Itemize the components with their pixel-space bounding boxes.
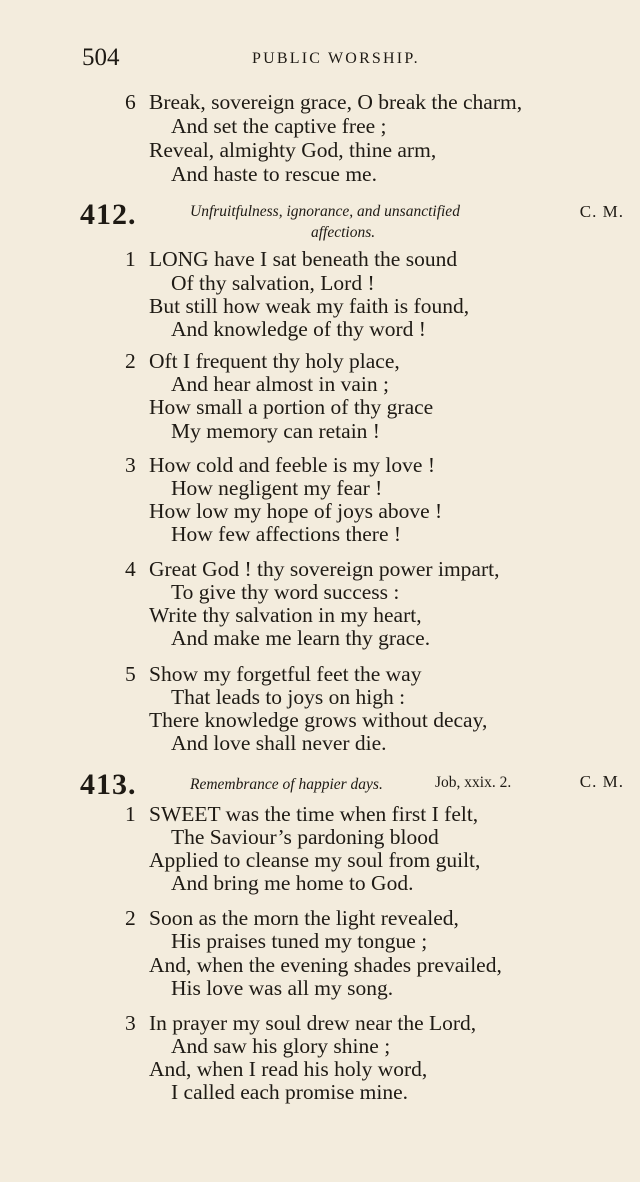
- hymn-meter: C. M.: [579, 772, 624, 791]
- stanza-number: 3: [125, 453, 136, 477]
- verse-line: And love shall never die.: [171, 731, 387, 755]
- stanza-number: 4: [125, 557, 136, 581]
- stanza-number: 3: [125, 1011, 136, 1035]
- stanza-number: 1: [125, 247, 136, 271]
- verse-line: His praises tuned my tongue ;: [171, 929, 428, 953]
- stanza-number: 6: [125, 90, 136, 114]
- verse-line: And, when the evening shades prevailed,: [149, 953, 502, 977]
- hymn-meter: C. M.: [579, 202, 624, 221]
- header-title: PUBLIC WORSHIP.: [252, 50, 420, 67]
- verse-line: 3 In prayer my soul drew near the Lord,: [125, 1011, 477, 1035]
- verse-line: And make me learn thy grace.: [171, 626, 431, 650]
- verse-line: How negligent my fear !: [171, 476, 383, 500]
- verse-line: And haste to rescue me.: [171, 162, 377, 186]
- verse-line: But still how weak my faith is found,: [149, 294, 470, 318]
- running-head: [82, 44, 600, 74]
- hymn-number: 413.: [80, 768, 137, 801]
- verse-line: Reveal, almighty God, thine arm,: [149, 138, 437, 162]
- verse-line: How low my hope of joys above !: [149, 499, 443, 523]
- verse-line: Of thy salvation, Lord !: [171, 271, 375, 295]
- verse-line: 6 Break, sovereign grace, O break the charm,: [125, 90, 523, 114]
- hymn-number: 412.: [80, 198, 137, 231]
- verse-line: That leads to joys on high :: [171, 685, 406, 709]
- verse-line: His love was all my song.: [171, 976, 394, 1000]
- verse-line: And knowledge of thy word !: [171, 317, 426, 341]
- verse-line: And set the captive free ;: [171, 114, 387, 138]
- stanza-number: 1: [125, 802, 136, 826]
- verse-line: 2 Oft I frequent thy holy place,: [125, 349, 400, 373]
- hymn-title: Unfruitfulness, ignorance, and unsanctified: [190, 203, 460, 220]
- verse-line: 5 Show my forgetful feet the way: [125, 662, 422, 686]
- verse-line: And bring me home to God.: [171, 871, 414, 895]
- stanza-number: 2: [125, 349, 136, 373]
- hymn-title: Remembrance of happier days.: [190, 776, 383, 793]
- hymn-title-continuation: affections.: [311, 224, 376, 241]
- hymn-heading: [80, 200, 624, 250]
- verse-line: 4 Great God ! thy sovereign power impart,: [125, 557, 500, 581]
- verse-line: Applied to cleanse my soul from guilt,: [149, 848, 481, 872]
- verse-line: 1 LONG have I sat beneath the sound: [125, 247, 458, 271]
- verse-line: I called each promise mine.: [171, 1080, 408, 1104]
- verse-line: 1 SWEET was the time when first I felt,: [125, 802, 479, 826]
- verse-line: How small a portion of thy grace: [149, 395, 434, 419]
- verse-line: Write thy salvation in my heart,: [149, 603, 422, 627]
- page-number: 504: [82, 44, 120, 71]
- verse-line: How few affections there !: [171, 522, 402, 546]
- verse-line: And saw his glory shine ;: [171, 1034, 391, 1058]
- verse-line: My memory can retain !: [171, 419, 380, 443]
- hymn-heading: [80, 770, 624, 800]
- verse-line: And, when I read his holy word,: [149, 1057, 428, 1081]
- verse-line: And hear almost in vain ;: [171, 372, 389, 396]
- scripture-reference: Job, xxix. 2.: [435, 774, 512, 791]
- verse-line: 3 How cold and feeble is my love !: [125, 453, 435, 477]
- verse-line: There knowledge grows without decay,: [149, 708, 488, 732]
- verse-line: 2 Soon as the morn the light revealed,: [125, 906, 459, 930]
- stanza-number: 2: [125, 906, 136, 930]
- verse-line: The Saviour’s pardoning blood: [171, 825, 439, 849]
- stanza-number: 5: [125, 662, 136, 686]
- verse-line: To give thy word success :: [171, 580, 400, 604]
